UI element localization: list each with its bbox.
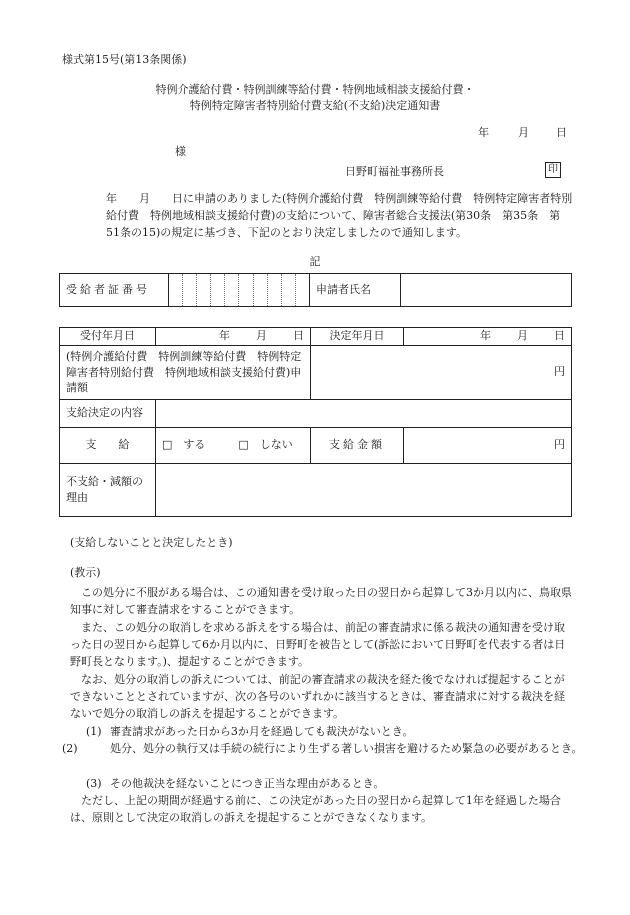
applicant-name-label: 申請者氏名 — [310, 274, 401, 307]
recipient-number-label: 受給者証番号 — [60, 274, 169, 307]
decision-date-label: 決定年月日 — [311, 328, 404, 346]
reason-field[interactable] — [156, 464, 572, 517]
appeal-final-paragraph: ただし、上記の期間が経過する前に、この決定があった日の翌日から起算して1年を経過した場合は、原則として決定の取消しの訴えを提起することができなくなります。 — [70, 794, 561, 825]
decision-date-field[interactable] — [404, 328, 572, 346]
received-date-field[interactable] — [156, 328, 311, 346]
ki-heading: 記 — [309, 255, 321, 268]
appeal-item-3 — [86, 775, 574, 792]
received-month: 月 — [256, 329, 267, 343]
notice-date-year: 年 — [478, 126, 489, 139]
applied-amount-field[interactable]: 円 — [311, 346, 572, 400]
received-year: 年 — [219, 329, 230, 343]
content-field[interactable] — [156, 400, 572, 428]
appeal-paragraph-3: なお、処分の取消しの訴えについては、前記の審査請求の裁決を経た後でなければ提起することができないこととされていますが、次の各号のいずれかに該当するときは、審査請求に対する裁決を経ないで処分の取消しの訴えを提起することができます。 — [70, 673, 565, 721]
applicant-name-field[interactable] — [401, 274, 572, 307]
item-text: 処分、処分の執行又は手続の続行により生ずる著しい損害を避けるため緊急の必要があるとき。 — [110, 742, 583, 755]
pay-choice[interactable] — [156, 428, 311, 464]
title-line-1: 特例介護給付費・特例訓練等給付費・特例地域相談支援給付費・ — [155, 83, 475, 96]
appeal-item-1 — [86, 723, 574, 740]
decision-month: 月 — [517, 329, 528, 343]
item-text: 審査請求があった日から3か月を経過しても裁決がないとき。 — [110, 725, 414, 738]
reason-label: 不支給・減額の理由 — [60, 464, 156, 517]
pay-label: 支 給 — [60, 428, 156, 464]
checkbox-yes[interactable]: □ する — [162, 438, 206, 452]
applied-amount-label: (特例介護給付費 特例訓練等給付費 特例特定障害者特別給付費 特例地域相談支援給付費)申請額 — [60, 346, 311, 400]
content-label: 支給決定の内容 — [60, 400, 156, 428]
notice-date — [478, 126, 567, 141]
notice-date-day: 日 — [556, 126, 567, 139]
decision-table — [59, 327, 572, 517]
form-number: 様式第15号(第13条関係) — [62, 53, 187, 66]
item-number: (1) — [86, 725, 102, 738]
no-pay-note: (支給しないことと決定したとき) — [70, 536, 233, 549]
received-date-label: 受付年月日 — [60, 328, 156, 346]
recipient-number-cells[interactable] — [169, 274, 310, 307]
title-line-2: 特例特定障害者特別給付費支給(不支給)決定通知書 — [189, 99, 441, 112]
pay-amount-field[interactable]: 円 — [404, 428, 572, 464]
item-number: (3) — [86, 777, 102, 790]
recipient-table — [59, 273, 572, 307]
decision-year: 年 — [480, 329, 491, 343]
appeal-paragraph-1: この処分に不服がある場合は、この通知書を受け取った日の翌日から起算して3か月以内に、鳥取県知事に対して審査請求をすることができます。 — [70, 586, 572, 617]
addressee-suffix: 様 — [175, 145, 186, 158]
appeal-item-2 — [62, 740, 598, 757]
pay-amount-label: 支給金額 — [311, 428, 404, 464]
body-text: 年 月 日に申請のありました(特例介護給付費 特例訓練等給付費 特例特定障害者特別給付費 特例地域相談支援給付費)の支給について、障害者総合支援法(第30条 第35条 第51条の15)の規定に基づき、下記のとおり決定しましたので通知します。 — [106, 192, 573, 240]
received-day: 日 — [293, 329, 304, 343]
notice-date-month: 月 — [518, 126, 529, 139]
issuer-name: 日野町福祉事務所長 — [345, 165, 444, 178]
item-number: (2) — [62, 742, 78, 755]
seal-mark: 印 — [545, 162, 561, 178]
item-text: その他裁決を経ないことにつき正当な理由があるとき。 — [110, 777, 385, 790]
kyoji-heading: (教示) — [70, 566, 101, 579]
checkbox-no[interactable]: □ しない — [238, 438, 293, 452]
appeal-paragraph-2: また、この処分の取消しを求める訴えをする場合は、前記の審査請求に係る裁決の通知書を受け取った日の翌日から起算して6か月以内に、日野町を被告として(訴訟において日野町を代表する者は日野町長となります。)、提起することができます。 — [70, 621, 566, 669]
decision-day: 日 — [554, 329, 565, 343]
